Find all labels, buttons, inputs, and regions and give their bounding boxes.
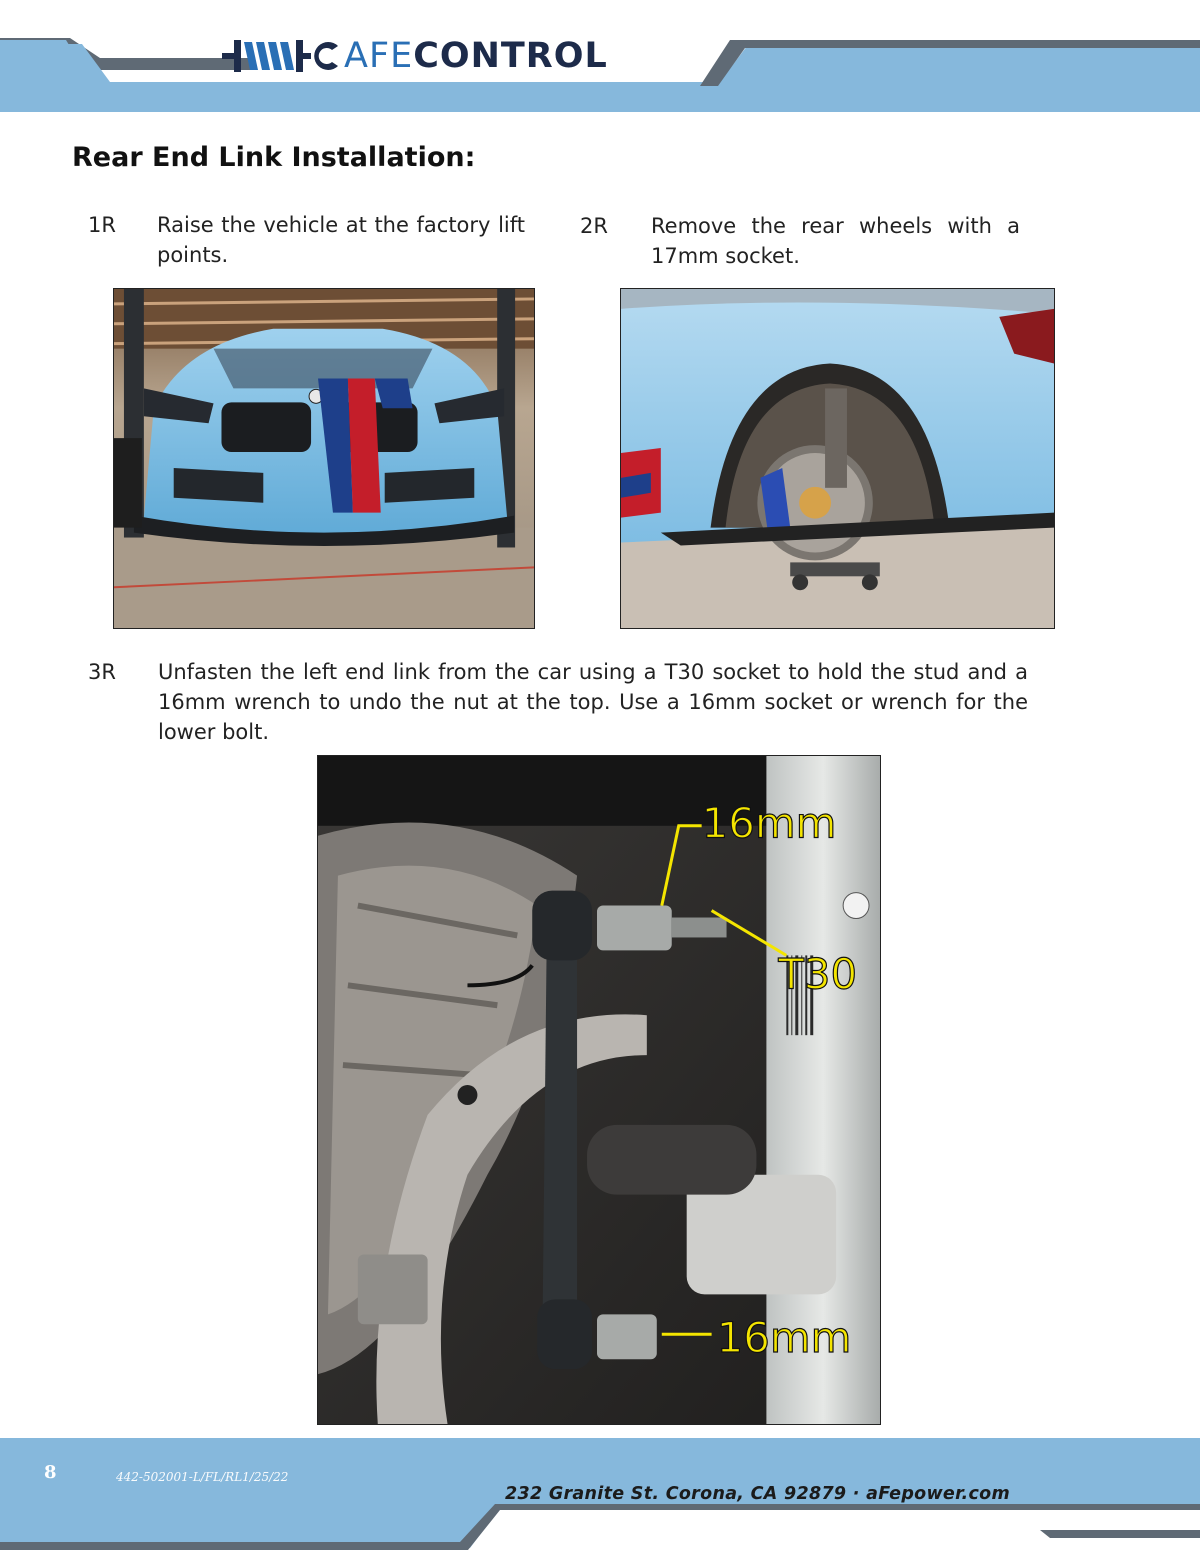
- car-on-lift-image: [114, 289, 534, 628]
- step-number: 1R: [88, 213, 116, 237]
- rear-wheel-removed-image: [621, 289, 1054, 628]
- brand-logo: [222, 36, 608, 76]
- step-text: Raise the vehicle at the factory lift points.: [157, 213, 525, 267]
- step-text: Unfasten the left end link from the car using a T30 socket to hold the stud and a 16mm wrench to undo the nut at the top. Use a 16mm socket or wrench for the lower bolt.: [158, 660, 1028, 744]
- callout-stud: T30: [778, 949, 858, 999]
- section-title: Rear End Link Installation:: [72, 142, 476, 173]
- end-link-closeup-image: [318, 756, 880, 1424]
- step-text: Remove the rear wheels with a 17mm socket.: [651, 214, 1020, 268]
- page-number: 8: [44, 1462, 57, 1483]
- brand-name: [344, 36, 608, 76]
- company-address: 232 Granite St. Corona, CA 92879 · aFepower.com: [505, 1484, 1011, 1504]
- callout-top-nut: 16mm: [701, 798, 837, 848]
- callout-lower-bolt: 16mm: [716, 1313, 852, 1363]
- photo-rear-wheel-removed: [620, 288, 1055, 629]
- brand-prefix: AFE: [344, 36, 414, 76]
- photo-end-link-closeup: [317, 755, 881, 1425]
- step-number: 2R: [580, 214, 608, 238]
- step-1r: [88, 210, 528, 272]
- step-3r: [88, 657, 1033, 749]
- step-number: 3R: [88, 660, 116, 684]
- brand-suffix: CONTROL: [413, 36, 608, 76]
- step-2r: [580, 211, 1025, 273]
- document-code: 442-502001-L/FL/RL1/25/22: [116, 1470, 289, 1484]
- photo-car-on-lift: [113, 288, 535, 629]
- afe-control-logo-icon: [222, 38, 340, 74]
